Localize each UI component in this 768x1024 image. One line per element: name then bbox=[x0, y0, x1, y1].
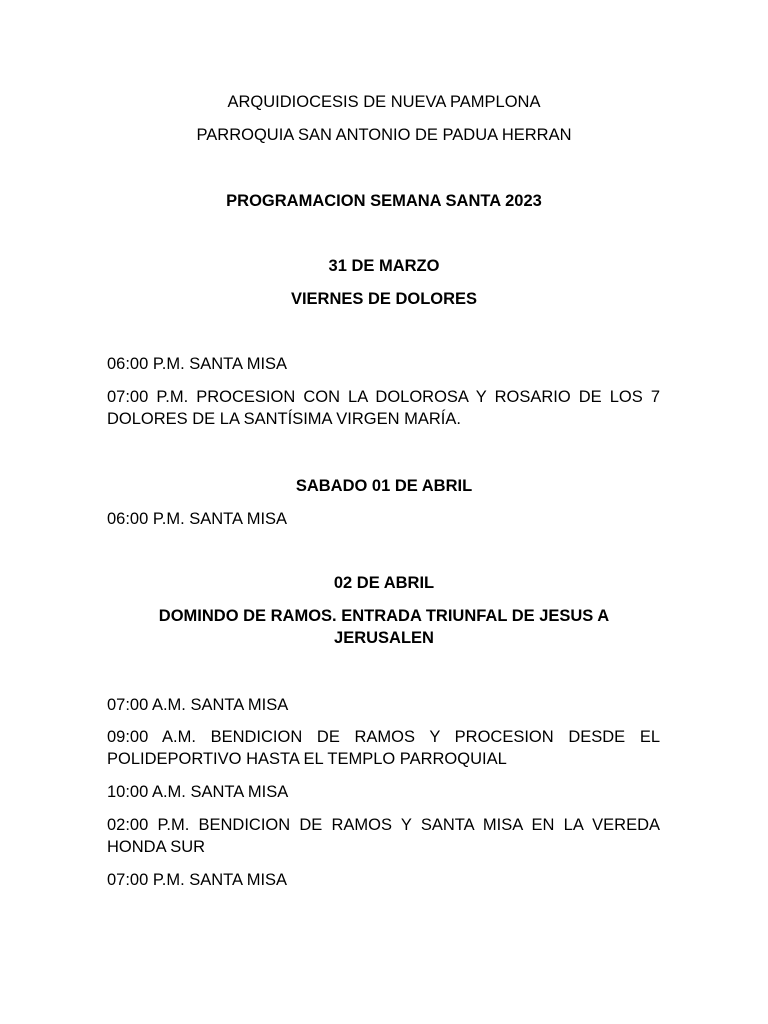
schedule-item: 09:00 A.M. BENDICION DE RAMOS Y PROCESION DESDE EL POLIDEPORTIVO HASTA EL TEMPLO PARROQUIAL bbox=[107, 728, 660, 768]
schedule-item: 10:00 A.M. SANTA MISA bbox=[107, 783, 289, 801]
parish-heading: PARROQUIA SAN ANTONIO DE PADUA HERRAN bbox=[196, 126, 572, 144]
document-title: PROGRAMACION SEMANA SANTA 2023 bbox=[226, 192, 542, 210]
archdiocese-heading: ARQUIDIOCESIS DE NUEVA PAMPLONA bbox=[227, 93, 541, 111]
schedule-item: 07:00 A.M. SANTA MISA bbox=[107, 696, 289, 714]
schedule-item: 06:00 P.M. SANTA MISA bbox=[107, 510, 288, 528]
schedule-item: 06:00 P.M. SANTA MISA bbox=[107, 355, 288, 373]
section-date: 02 DE ABRIL bbox=[333, 574, 435, 592]
section-day-name: DOMINDO DE RAMOS. ENTRADA TRIUNFAL DE JESUS A JERUSALEN bbox=[158, 607, 610, 647]
schedule-item: 07:00 P.M. PROCESION CON LA DOLOROSA Y ROSARIO DE LOS 7 DOLORES DE LA SANTÍSIMA VIRGEN MARÍA. bbox=[107, 388, 660, 428]
section-date: 31 DE MARZO bbox=[328, 257, 440, 275]
schedule-item: 07:00 P.M. SANTA MISA bbox=[107, 871, 288, 889]
section-day-name: VIERNES DE DOLORES bbox=[290, 290, 478, 308]
schedule-item: 02:00 P.M. BENDICION DE RAMOS Y SANTA MISA EN LA VEREDA HONDA SUR bbox=[107, 816, 660, 856]
section-date: SABADO 01 DE ABRIL bbox=[295, 477, 473, 495]
